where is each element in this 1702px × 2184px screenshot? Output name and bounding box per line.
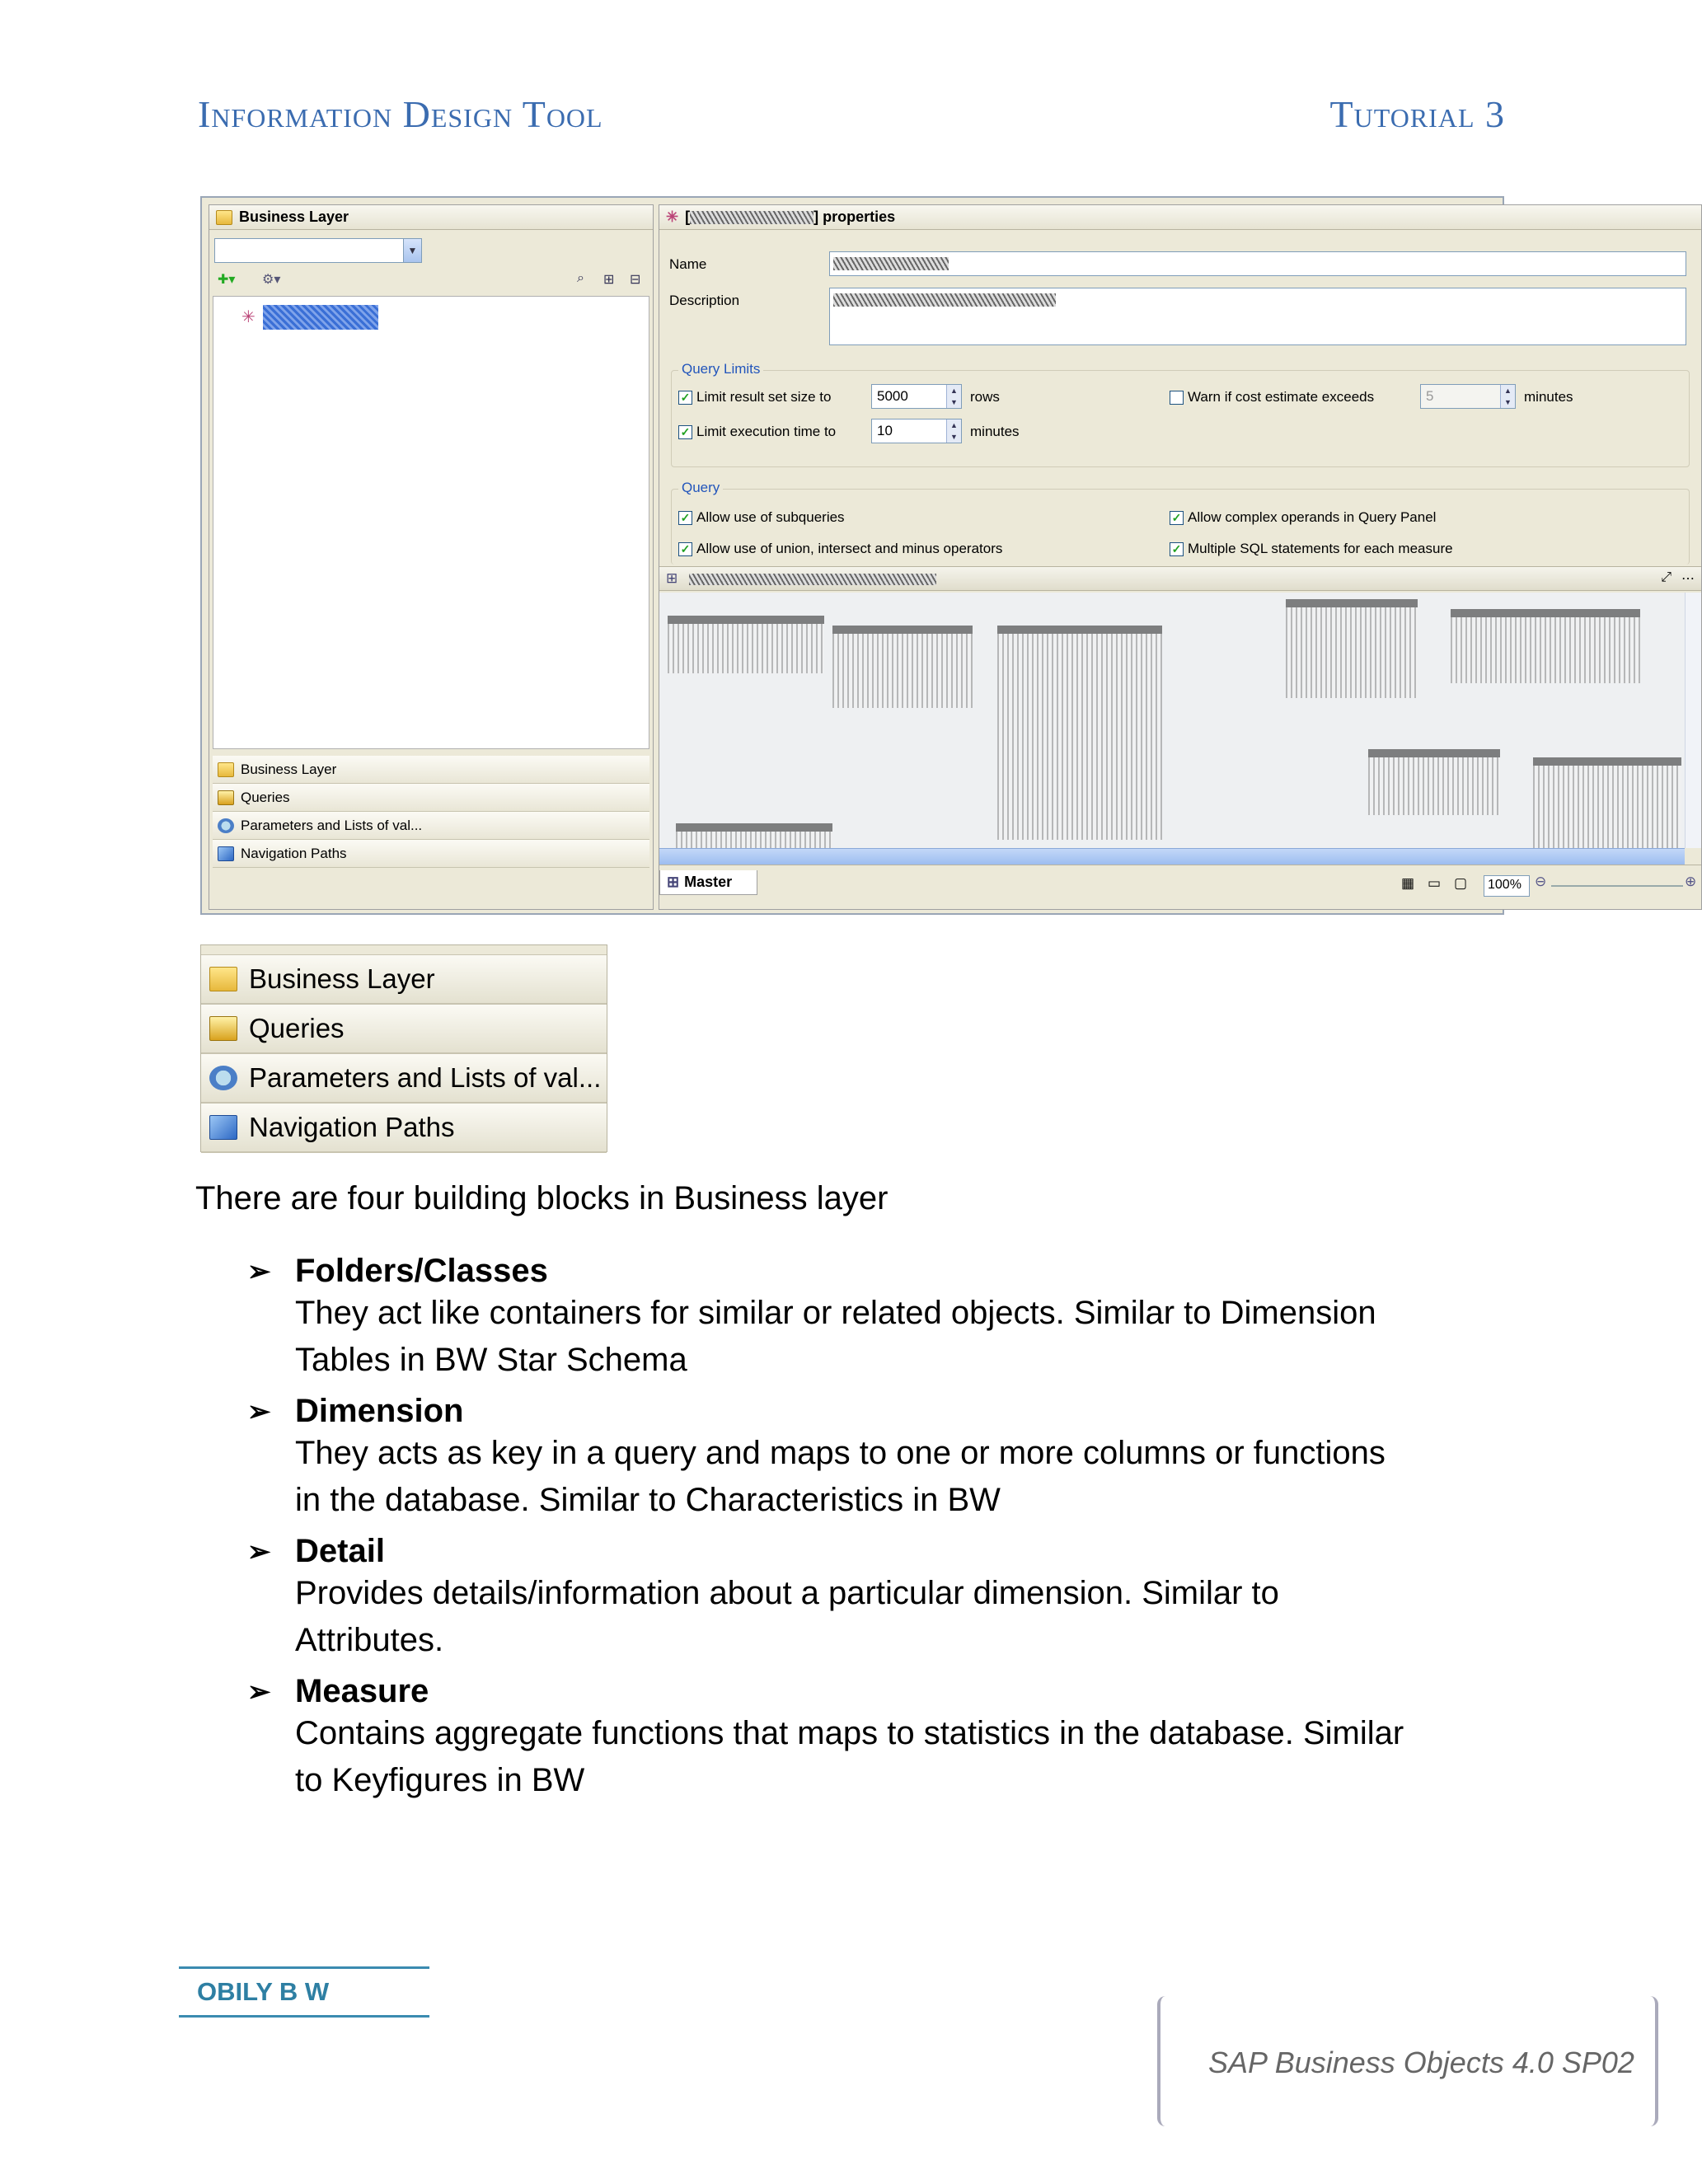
limit-rows-checkbox[interactable]: ✓ Limit result set size to	[678, 389, 831, 405]
frame-icon[interactable]: ▢	[1454, 875, 1468, 891]
business-layer-tree	[213, 296, 649, 749]
parameter-icon	[209, 1066, 237, 1090]
arrow-bullet-icon: ➢	[247, 1395, 271, 1427]
footer-author: OBILY B W	[179, 1966, 429, 2018]
table-node[interactable]	[668, 616, 824, 673]
properties-title: ✳ [ ] properties	[659, 205, 1701, 230]
subqueries-checkbox[interactable]: ✓ Allow use of subqueries	[678, 509, 845, 526]
nav-business-layer[interactable]: Business Layer	[201, 955, 607, 1005]
nav-business-layer[interactable]: Business Layer	[213, 756, 649, 784]
chevron-down-icon[interactable]: ▼	[403, 239, 421, 262]
arrow-bullet-icon: ➢	[247, 1535, 271, 1568]
diagram-vertical-scrollbar[interactable]	[1685, 593, 1701, 848]
query-group	[671, 480, 1690, 565]
limit-time-input[interactable]: 10 ▲ ▼	[871, 419, 962, 443]
spinner-icon[interactable]: ▲ ▼	[1500, 385, 1515, 408]
query-title: Query	[678, 480, 723, 496]
warn-cost-input[interactable]: 5 ▲ ▼	[1420, 384, 1516, 409]
minutes-unit: minutes	[970, 424, 1020, 439]
diagram-icon: ⊞	[667, 874, 680, 890]
data-foundation-bar	[659, 566, 1701, 591]
multiple-sql-checkbox[interactable]: ✓ Multiple SQL statements for each measure	[1170, 541, 1453, 557]
nav-queries[interactable]: Queries	[213, 784, 649, 812]
parameter-icon	[218, 818, 234, 833]
add-icon[interactable]: ✚▾	[218, 273, 236, 287]
query-limits-group	[671, 361, 1690, 467]
nav-parameters[interactable]: Parameters and Lists of val...	[213, 812, 649, 840]
arrow-bullet-icon: ➢	[247, 1675, 271, 1708]
limit-rows-input[interactable]: 5000 ▲ ▼	[871, 384, 962, 409]
idt-screenshot	[200, 196, 1697, 915]
nav-parameters[interactable]: Parameters and Lists of val...	[201, 1054, 607, 1104]
fit-icon[interactable]: ▭	[1428, 875, 1442, 891]
diagram-horizontal-scrollbar[interactable]	[659, 848, 1685, 865]
business-layer-panel	[209, 204, 654, 910]
data-foundation-icon: ⊞	[666, 570, 678, 586]
maximize-icon[interactable]: ⤢	[1661, 570, 1672, 584]
query-icon	[218, 790, 234, 805]
zoom-slider[interactable]	[1551, 885, 1683, 887]
zoom-field[interactable]: 100%	[1484, 875, 1530, 897]
bullet-measure: ➢ Measure Contains aggregate functions that maps to statistics in the database. Similar to Keyfigures in BW	[247, 1673, 1404, 1798]
panel-navigation	[213, 756, 649, 868]
business-layer-combo[interactable]	[214, 238, 422, 263]
name-label: Name	[669, 256, 707, 272]
zoom-out-icon[interactable]: ⊖	[1535, 874, 1547, 889]
navigation-zoom-screenshot	[200, 944, 607, 1152]
rows-unit: rows	[970, 389, 1000, 405]
footer-product-box	[1157, 1996, 1658, 2126]
panel-toolbar	[214, 271, 649, 291]
warn-minutes-unit: minutes	[1524, 389, 1573, 405]
folder-icon	[209, 967, 237, 991]
bullet-dimension: ➢ Dimension They acts as key in a query and maps to one or more columns or functions in the database. Similar to Characteristics in BW	[247, 1393, 1386, 1518]
find-icon[interactable]: ⌕	[577, 271, 584, 285]
limit-time-checkbox[interactable]: ✓ Limit execution time to	[678, 424, 836, 440]
union-checkbox[interactable]: ✓ Allow use of union, intersect and minus operators	[678, 541, 1002, 557]
tutorial-label: Tutorial 3	[1329, 93, 1505, 135]
collapse-icon[interactable]: ⊟	[630, 273, 641, 287]
folder-icon	[218, 762, 234, 777]
blurred-name	[690, 211, 813, 224]
table-node[interactable]	[1451, 609, 1640, 683]
nav-queries[interactable]: Queries	[201, 1005, 607, 1054]
description-field[interactable]	[829, 288, 1686, 345]
navigation-icon	[209, 1115, 237, 1140]
query-icon	[209, 1016, 237, 1041]
bullet-folders: ➢ Folders/Classes They act like containers for similar or related objects. Similar to Dimension Tables in BW Star Schema	[247, 1253, 1376, 1378]
table-node[interactable]	[1368, 749, 1500, 815]
warn-cost-checkbox[interactable]: Warn if cost estimate exceeds	[1170, 389, 1374, 405]
master-tab[interactable]: ⊞ Master	[659, 870, 757, 895]
zoom-in-icon[interactable]: ⊕	[1685, 874, 1697, 889]
business-layer-panel-title: Business Layer	[209, 205, 653, 230]
menu-icon[interactable]: ⋯	[1681, 572, 1695, 586]
properties-panel	[659, 204, 1702, 910]
document-title: Information Design Tool	[198, 93, 603, 135]
table-node[interactable]	[1533, 757, 1681, 848]
navigation-icon	[218, 846, 234, 861]
diagram-status-bar	[659, 865, 1701, 909]
intro-text: There are four building blocks in Business layer	[195, 1180, 889, 1216]
bullet-detail: ➢ Detail Provides details/information about a particular dimension. Similar to Attributes.	[247, 1533, 1279, 1658]
tools-icon[interactable]: ⚙▾	[262, 273, 281, 287]
nav-navigation-paths[interactable]: Navigation Paths	[213, 840, 649, 868]
table-node[interactable]	[1286, 599, 1418, 698]
data-foundation-diagram	[659, 593, 1685, 861]
folder-icon	[216, 210, 232, 225]
query-limits-title: Query Limits	[678, 361, 763, 377]
table-node[interactable]	[997, 626, 1162, 840]
footer-product: SAP Business Objects 4.0 SP02	[1208, 2046, 1634, 2079]
arrow-bullet-icon: ➢	[247, 1255, 271, 1287]
layout-icon[interactable]: ▦	[1401, 875, 1415, 891]
spinner-icon[interactable]: ▲ ▼	[946, 385, 961, 408]
description-label: Description	[669, 293, 740, 308]
nav-navigation-paths[interactable]: Navigation Paths	[201, 1104, 607, 1153]
spinner-icon[interactable]: ▲ ▼	[946, 419, 961, 443]
universe-icon: ✳	[241, 308, 256, 326]
table-node[interactable]	[832, 626, 973, 708]
expand-icon[interactable]: ⊞	[603, 273, 615, 287]
name-field[interactable]	[829, 251, 1686, 276]
tree-item-selected[interactable]	[263, 305, 378, 330]
complex-operands-checkbox[interactable]: ✓ Allow complex operands in Query Panel	[1170, 509, 1436, 526]
panel-grip	[201, 945, 607, 955]
universe-icon: ✳	[666, 209, 679, 225]
